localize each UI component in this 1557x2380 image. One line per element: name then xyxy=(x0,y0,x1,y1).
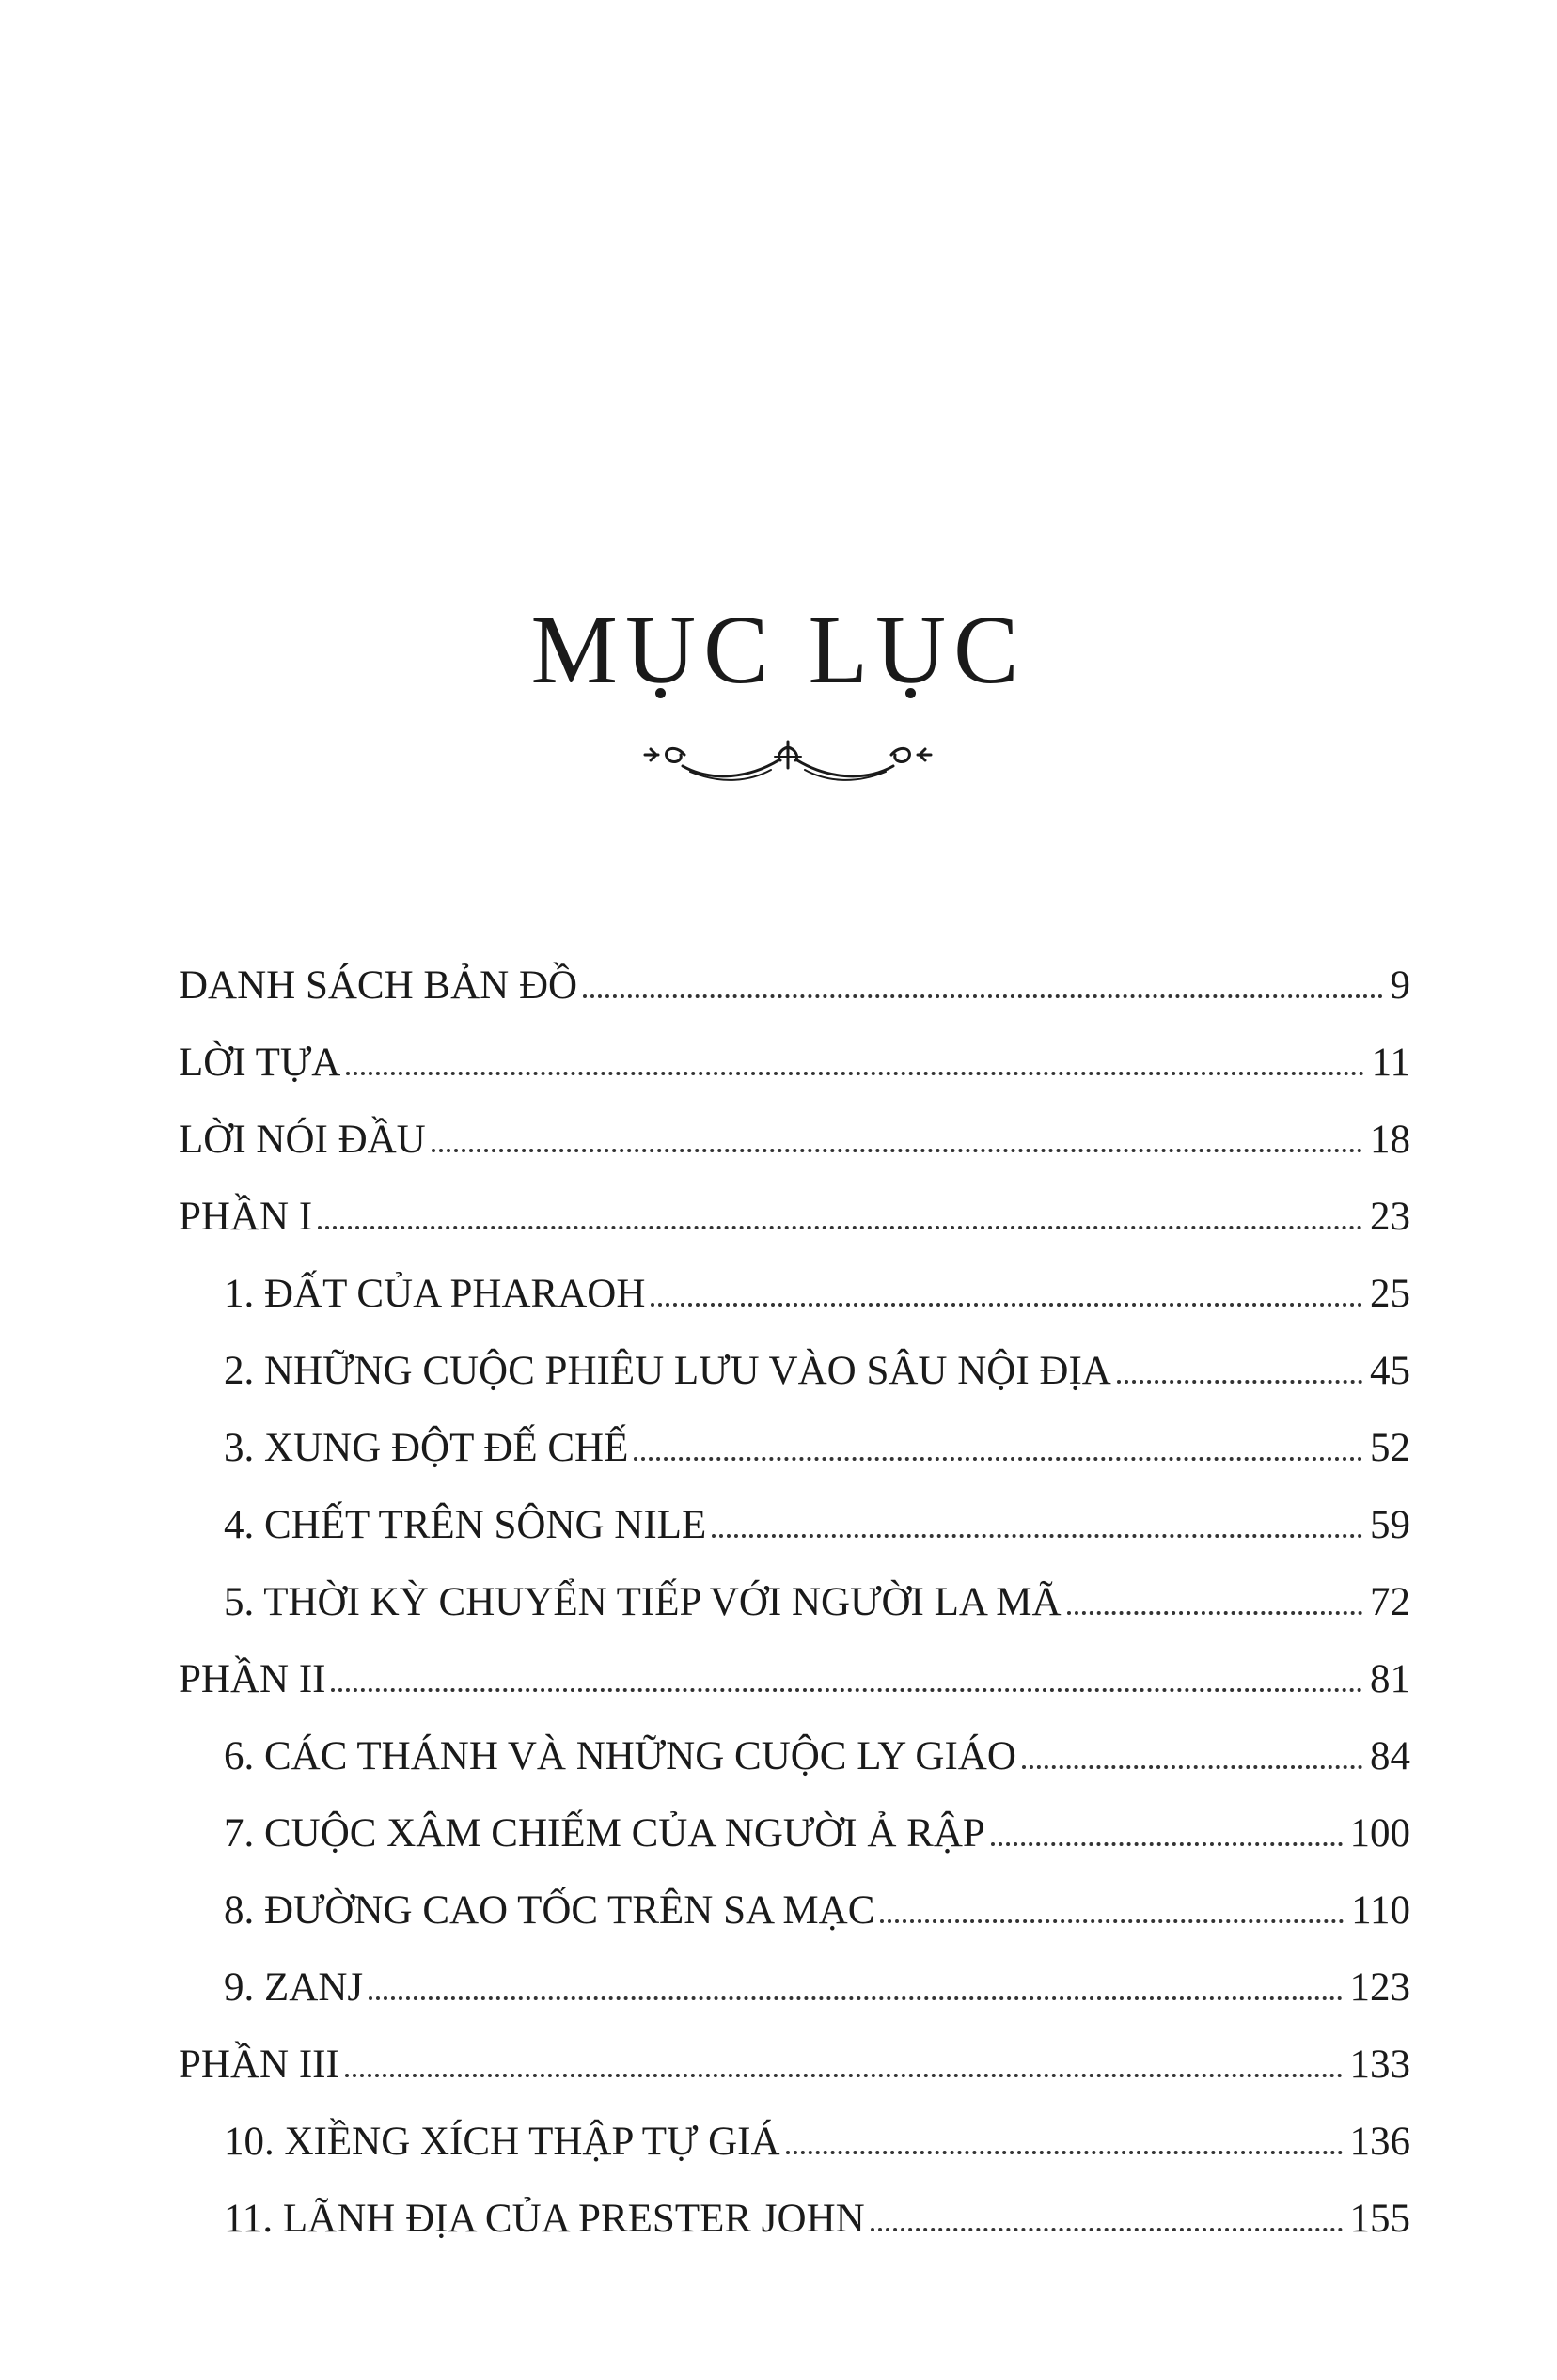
toc-page-number: 9 xyxy=(1390,963,1410,1008)
dot-leader xyxy=(583,994,1382,998)
toc-entry-label: PHẦN II xyxy=(179,1657,326,1701)
toc-page-number: 123 xyxy=(1349,1965,1410,2010)
toc-page-number: 52 xyxy=(1370,1426,1410,1470)
dot-leader xyxy=(634,1457,1362,1461)
toc-entry xyxy=(179,1026,1410,1083)
toc-entry xyxy=(224,2183,1410,2239)
toc-page-number: 155 xyxy=(1349,2197,1410,2241)
toc-page-number: 100 xyxy=(1349,1811,1410,1855)
toc-entry xyxy=(224,1335,1410,1391)
toc-entry-label: LỜI NÓI ĐẦU xyxy=(179,1118,426,1162)
toc-entry-label: 9. ZANJ xyxy=(224,1965,364,2010)
toc-page-number: 84 xyxy=(1370,1734,1410,1778)
toc-entry xyxy=(179,1643,1410,1699)
toc-entry xyxy=(224,1797,1410,1854)
toc-entry-label: 5. THỜI KỲ CHUYỂN TIẾP VỚI NGƯỜI LA MÃ xyxy=(224,1580,1062,1624)
toc-entry xyxy=(179,1104,1410,1160)
toc-entry-label: 4. CHẾT TRÊN SÔNG NILE xyxy=(224,1503,707,1547)
dot-leader xyxy=(318,1226,1362,1229)
dot-leader xyxy=(1117,1380,1362,1384)
dot-leader xyxy=(432,1149,1362,1152)
toc-entry-label: 1. ĐẤT CỦA PHARAOH xyxy=(224,1272,646,1316)
toc-entry xyxy=(224,1951,1410,2008)
toc-page-number: 81 xyxy=(1370,1657,1410,1701)
toc-entry xyxy=(224,1412,1410,1468)
toc-page-number: 18 xyxy=(1370,1118,1410,1162)
toc-page-number: 45 xyxy=(1370,1349,1410,1393)
toc-entry xyxy=(224,2106,1410,2162)
toc-entry xyxy=(224,1258,1410,1314)
toc-entry-label: 3. XUNG ĐỘT ĐẾ CHẾ xyxy=(224,1426,629,1470)
toc-entry-label: 7. CUỘC XÂM CHIẾM CỦA NGƯỜI Ả RẬP xyxy=(224,1811,985,1855)
toc-entry-label: 2. NHỮNG CUỘC PHIÊU LƯU VÀO SÂU NỘI ĐỊA xyxy=(224,1349,1111,1393)
page-title: MỤC LỤC xyxy=(530,596,1027,704)
toc-entry-label: PHẦN III xyxy=(179,2043,339,2087)
dot-leader xyxy=(880,1919,1344,1923)
dot-leader xyxy=(712,1534,1362,1538)
toc-page-number: 72 xyxy=(1370,1580,1410,1624)
dot-leader xyxy=(331,1688,1362,1692)
dot-leader xyxy=(1067,1611,1362,1615)
toc-entry-label: 6. CÁC THÁNH VÀ NHỮNG CUỘC LY GIÁO xyxy=(224,1734,1016,1778)
toc-entry xyxy=(224,1720,1410,1777)
toc-page-number: 136 xyxy=(1349,2120,1410,2164)
dot-leader xyxy=(1022,1765,1362,1769)
toc-page-number: 110 xyxy=(1351,1888,1410,1933)
dot-leader xyxy=(369,1996,1342,2000)
flourish-divider-icon xyxy=(637,728,938,794)
toc-entry-label: DANH SÁCH BẢN ĐỒ xyxy=(179,963,578,1008)
toc-entry xyxy=(224,1874,1410,1931)
toc-entry xyxy=(179,949,1410,1006)
toc-entry-label: 10. XIỀNG XÍCH THẬP TỰ GIÁ xyxy=(224,2120,780,2164)
toc-page-number: 59 xyxy=(1370,1503,1410,1547)
toc-page-number: 133 xyxy=(1349,2043,1410,2087)
toc-entry-label: 11. LÃNH ĐỊA CỦA PRESTER JOHN xyxy=(224,2197,865,2241)
toc-page-number: 25 xyxy=(1370,1272,1410,1316)
toc-entry xyxy=(224,1566,1410,1622)
dot-leader xyxy=(871,2228,1343,2231)
toc-page-number: 23 xyxy=(1370,1195,1410,1239)
toc-entry xyxy=(224,1489,1410,1545)
toc-entry-label: LỜI TỰA xyxy=(179,1041,341,1085)
dot-leader xyxy=(991,1842,1343,1846)
toc-entry-label: PHẦN I xyxy=(179,1195,313,1239)
dot-leader xyxy=(345,2074,1343,2077)
toc-entry xyxy=(179,2028,1410,2085)
toc-entry-label: 8. ĐƯỜNG CAO TỐC TRÊN SA MẠC xyxy=(224,1888,875,1933)
dot-leader xyxy=(346,1072,1363,1075)
dot-leader xyxy=(786,2151,1343,2154)
toc-entry xyxy=(179,1181,1410,1237)
dot-leader xyxy=(651,1303,1362,1307)
toc-page-number: 11 xyxy=(1371,1041,1410,1085)
